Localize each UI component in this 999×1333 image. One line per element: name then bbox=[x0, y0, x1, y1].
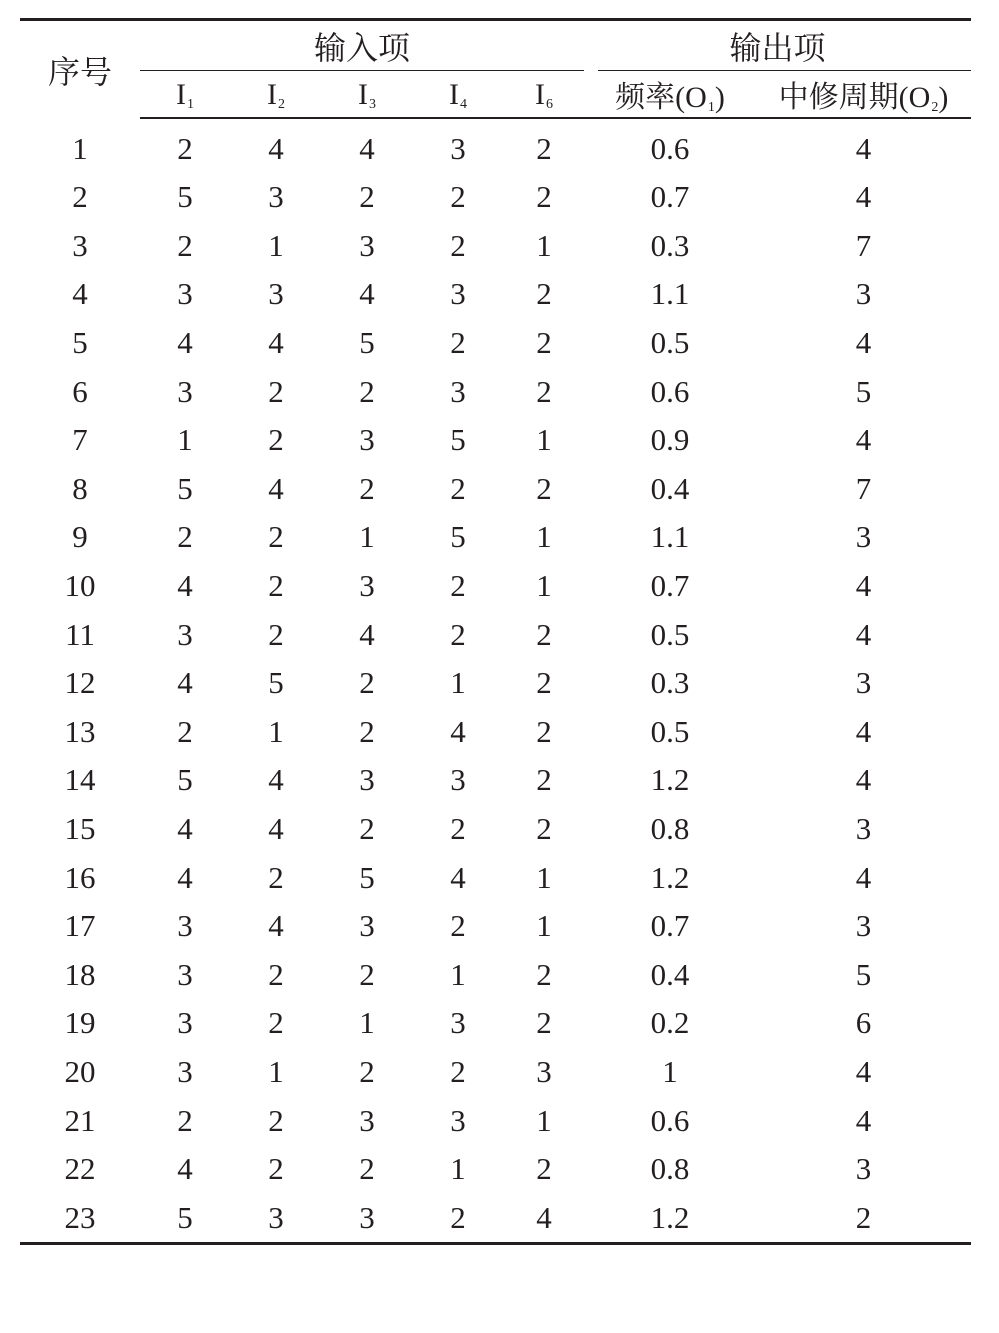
table-row bbox=[20, 319, 971, 368]
cell-o1-frequency: 0.8 bbox=[650, 1151, 690, 1187]
cell-o1-frequency: 0.5 bbox=[650, 713, 690, 749]
cell-i4: 3 bbox=[450, 1102, 466, 1138]
cell-i6: 2 bbox=[536, 325, 552, 361]
table-row bbox=[20, 756, 971, 805]
cell-i1: 5 bbox=[140, 1193, 230, 1243]
cell-i6: 2 bbox=[536, 131, 552, 166]
cell-i2: 4 bbox=[268, 325, 284, 361]
cell-o2-overhaul-cycle: 4 bbox=[855, 1053, 872, 1089]
cell-seq: 15 bbox=[64, 811, 96, 847]
cell-seq: 9 bbox=[72, 519, 88, 555]
cell-i1: 4 bbox=[177, 665, 193, 701]
header-input-subscript: 2 bbox=[278, 97, 285, 112]
cell-i3: 3 bbox=[359, 227, 375, 263]
table-row bbox=[20, 513, 971, 562]
cell-i1: 2 bbox=[177, 131, 193, 166]
table-row bbox=[20, 853, 971, 902]
cell-i6: 1 bbox=[536, 422, 552, 458]
cell-o2-overhaul-cycle: 4 bbox=[855, 713, 872, 749]
table-row bbox=[20, 999, 971, 1048]
cell-o1-frequency: 1.2 bbox=[584, 1193, 756, 1243]
cell-i6: 1 bbox=[536, 227, 552, 263]
input-group-rule bbox=[140, 70, 584, 71]
cell-i1: 2 bbox=[177, 1102, 193, 1138]
cell-i1: 4 bbox=[177, 325, 193, 361]
cell-o1-frequency: 0.5 bbox=[650, 616, 690, 652]
cell-i2: 3 bbox=[268, 179, 284, 215]
header-output-suffix: ) bbox=[714, 81, 725, 114]
cell-i1: 5 bbox=[177, 470, 193, 506]
cell-seq: 22 bbox=[64, 1151, 96, 1187]
cell-seq: 10 bbox=[64, 568, 96, 604]
cell-i6: 1 bbox=[536, 519, 552, 555]
cell-i2: 2 bbox=[268, 1102, 284, 1138]
cell-seq: 2 bbox=[72, 179, 88, 215]
cell-i3: 2 bbox=[359, 713, 375, 749]
cell-o1-frequency: 0.9 bbox=[650, 422, 690, 458]
table-row bbox=[20, 222, 971, 271]
header-output-prefix: 中修周期(O bbox=[778, 81, 931, 114]
cell-i4: 2 bbox=[450, 470, 466, 506]
table-row bbox=[20, 270, 971, 319]
cell-i2: 5 bbox=[268, 665, 284, 701]
cell-o1-frequency: 1.1 bbox=[650, 276, 690, 312]
header-output-2 bbox=[756, 71, 971, 118]
header-output-subscript: 2 bbox=[931, 100, 939, 115]
cell-i1: 5 bbox=[177, 179, 193, 215]
header-output-group bbox=[584, 20, 971, 72]
cell-i3: 4 bbox=[359, 276, 375, 312]
cell-i4: 1 bbox=[450, 956, 466, 992]
cell-seq: 16 bbox=[64, 859, 96, 895]
cell-i3: 2 bbox=[359, 811, 375, 847]
cell-i4: 2 bbox=[450, 908, 466, 944]
cell-seq: 21 bbox=[64, 1102, 96, 1138]
table-row bbox=[20, 173, 971, 222]
cell-i1: 4 bbox=[177, 859, 193, 895]
cell-seq: 8 bbox=[72, 470, 88, 506]
cell-o2-overhaul-cycle: 3 bbox=[855, 908, 872, 944]
cell-o1-frequency: 0.6 bbox=[650, 1102, 690, 1138]
table-row bbox=[20, 465, 971, 514]
cell-o2-overhaul-cycle: 4 bbox=[855, 616, 872, 652]
cell-i2: 1 bbox=[268, 1053, 284, 1089]
cell-o2-overhaul-cycle: 7 bbox=[855, 470, 872, 506]
cell-i6: 1 bbox=[536, 1102, 552, 1138]
cell-seq: 11 bbox=[65, 616, 95, 652]
cell-i1: 3 bbox=[177, 1005, 193, 1041]
table-row bbox=[20, 367, 971, 416]
cell-o2-overhaul-cycle: 4 bbox=[855, 1102, 872, 1138]
cell-o1-frequency: 1.2 bbox=[650, 859, 690, 895]
cell-i3: 2 bbox=[359, 470, 375, 506]
cell-i4: 3 bbox=[450, 373, 466, 409]
cell-o1-frequency: 0.3 bbox=[650, 227, 690, 263]
cell-seq: 12 bbox=[64, 665, 96, 701]
cell-i2: 3 bbox=[268, 276, 284, 312]
cell-o2-overhaul-cycle: 5 bbox=[855, 373, 872, 409]
cell-i1: 4 bbox=[177, 811, 193, 847]
cell-i6: 3 bbox=[536, 1053, 552, 1089]
cell-i3: 3 bbox=[359, 762, 375, 798]
header-output-subscript: 1 bbox=[707, 100, 715, 115]
header-input-symbol: I bbox=[535, 78, 545, 111]
cell-o1-frequency: 1.2 bbox=[650, 762, 690, 798]
output-group-rule bbox=[598, 70, 971, 71]
cell-i3: 2 bbox=[359, 665, 375, 701]
cell-i2: 3 bbox=[230, 1193, 322, 1243]
cell-i3: 2 bbox=[359, 179, 375, 215]
header-input-subscript: 3 bbox=[369, 97, 376, 112]
cell-i4: 5 bbox=[450, 422, 466, 458]
cell-i6: 2 bbox=[536, 811, 552, 847]
cell-i1: 3 bbox=[177, 373, 193, 409]
cell-i4: 1 bbox=[450, 665, 466, 701]
header-input-subscript: 1 bbox=[187, 97, 194, 112]
cell-o1-frequency: 0.5 bbox=[650, 325, 690, 361]
table-row bbox=[20, 1096, 971, 1145]
cell-seq: 18 bbox=[64, 956, 96, 992]
table-row bbox=[20, 1145, 971, 1194]
cell-i2: 2 bbox=[268, 956, 284, 992]
cell-seq: 13 bbox=[64, 713, 96, 749]
cell-i3: 2 bbox=[359, 956, 375, 992]
cell-i4: 3 bbox=[450, 276, 466, 312]
cell-o2-overhaul-cycle: 3 bbox=[855, 1151, 872, 1187]
cell-o2-overhaul-cycle: 3 bbox=[855, 276, 872, 312]
cell-i6: 2 bbox=[536, 665, 552, 701]
cell-i6: 2 bbox=[536, 179, 552, 215]
cell-o2-overhaul-cycle: 6 bbox=[855, 1005, 872, 1041]
table-row bbox=[20, 562, 971, 611]
cell-i1: 3 bbox=[177, 1053, 193, 1089]
header-input-symbol: I bbox=[449, 78, 459, 111]
cell-i3: 1 bbox=[359, 1005, 375, 1041]
cell-i6: 2 bbox=[536, 616, 552, 652]
cell-i2: 4 bbox=[268, 908, 284, 944]
cell-o2-overhaul-cycle: 2 bbox=[756, 1193, 971, 1243]
cell-i6: 2 bbox=[536, 762, 552, 798]
cell-i6: 2 bbox=[536, 956, 552, 992]
cell-i2: 2 bbox=[268, 373, 284, 409]
table-row bbox=[20, 416, 971, 465]
cell-i3: 5 bbox=[359, 325, 375, 361]
cell-i4: 4 bbox=[450, 713, 466, 749]
cell-i4: 3 bbox=[450, 131, 466, 166]
cell-i3: 3 bbox=[359, 422, 375, 458]
cell-i2: 1 bbox=[268, 713, 284, 749]
cell-i6: 1 bbox=[536, 568, 552, 604]
header-input-subscript: 6 bbox=[546, 97, 553, 112]
cell-seq: 3 bbox=[72, 227, 88, 263]
data-table-container bbox=[20, 18, 971, 1245]
cell-seq: 23 bbox=[20, 1193, 140, 1243]
cell-o2-overhaul-cycle: 4 bbox=[855, 568, 872, 604]
cell-seq: 19 bbox=[64, 1005, 96, 1041]
cell-o2-overhaul-cycle: 7 bbox=[855, 227, 872, 263]
cell-i2: 2 bbox=[268, 616, 284, 652]
cell-i1: 2 bbox=[177, 519, 193, 555]
cell-i6: 2 bbox=[536, 1005, 552, 1041]
cell-i1: 3 bbox=[177, 956, 193, 992]
cell-o2-overhaul-cycle: 3 bbox=[855, 665, 872, 701]
cell-seq: 6 bbox=[72, 373, 88, 409]
cell-i4: 2 bbox=[450, 179, 466, 215]
header-input-symbol: I bbox=[358, 78, 368, 111]
cell-i3: 4 bbox=[359, 131, 375, 166]
table-row bbox=[20, 708, 971, 757]
header-input-1 bbox=[140, 71, 230, 118]
cell-i4: 2 bbox=[450, 616, 466, 652]
cell-i2: 4 bbox=[268, 470, 284, 506]
cell-i1: 3 bbox=[177, 276, 193, 312]
header-input-3 bbox=[322, 71, 412, 118]
cell-o1-frequency: 0.6 bbox=[650, 131, 690, 166]
cell-i2: 2 bbox=[268, 568, 284, 604]
cell-seq: 17 bbox=[64, 908, 96, 944]
cell-o2-overhaul-cycle: 3 bbox=[855, 519, 872, 555]
cell-o1-frequency: 0.3 bbox=[650, 665, 690, 701]
cell-i3: 3 bbox=[359, 1102, 375, 1138]
cell-o1-frequency: 1 bbox=[662, 1053, 678, 1089]
cell-i2: 2 bbox=[268, 422, 284, 458]
table-row bbox=[20, 805, 971, 854]
cell-i6: 1 bbox=[536, 859, 552, 895]
cell-o1-frequency: 0.4 bbox=[650, 470, 690, 506]
cell-i6: 2 bbox=[536, 470, 552, 506]
cell-i4: 2 bbox=[450, 811, 466, 847]
header-output-1 bbox=[584, 71, 756, 118]
cell-i4: 2 bbox=[450, 568, 466, 604]
cell-i1: 2 bbox=[177, 713, 193, 749]
cell-o1-frequency: 0.4 bbox=[650, 956, 690, 992]
cell-i1: 5 bbox=[177, 762, 193, 798]
cell-i3: 2 bbox=[359, 373, 375, 409]
cell-o1-frequency: 0.6 bbox=[650, 373, 690, 409]
cell-i1: 4 bbox=[177, 568, 193, 604]
cell-i6: 4 bbox=[504, 1193, 584, 1243]
header-output-prefix: 频率(O bbox=[615, 81, 707, 114]
cell-o1-frequency: 0.8 bbox=[650, 811, 690, 847]
header-input-group bbox=[140, 20, 584, 72]
cell-o1-frequency: 0.7 bbox=[650, 568, 690, 604]
cell-seq: 7 bbox=[72, 422, 88, 458]
cell-i2: 1 bbox=[268, 227, 284, 263]
cell-i2: 2 bbox=[268, 859, 284, 895]
cell-i6: 1 bbox=[536, 908, 552, 944]
cell-i1: 3 bbox=[177, 616, 193, 652]
cell-i1: 4 bbox=[177, 1151, 193, 1187]
cell-i3: 3 bbox=[359, 908, 375, 944]
cell-o1-frequency: 0.7 bbox=[650, 908, 690, 944]
data-table bbox=[20, 18, 971, 1245]
cell-i2: 2 bbox=[268, 519, 284, 555]
sub-header-row bbox=[20, 71, 971, 118]
cell-i4: 4 bbox=[450, 859, 466, 895]
cell-i2: 4 bbox=[268, 811, 284, 847]
cell-i4: 3 bbox=[450, 1005, 466, 1041]
cell-i4: 2 bbox=[412, 1193, 504, 1243]
cell-i2: 4 bbox=[268, 762, 284, 798]
cell-i4: 3 bbox=[450, 762, 466, 798]
cell-i4: 2 bbox=[450, 1053, 466, 1089]
cell-i3: 1 bbox=[359, 519, 375, 555]
cell-i1: 2 bbox=[177, 227, 193, 263]
cell-i3: 2 bbox=[359, 1151, 375, 1187]
header-input-5 bbox=[504, 71, 584, 118]
cell-i1: 3 bbox=[177, 908, 193, 944]
cell-o1-frequency: 0.2 bbox=[650, 1005, 690, 1041]
cell-i6: 2 bbox=[536, 276, 552, 312]
cell-seq: 14 bbox=[64, 762, 96, 798]
cell-i4: 2 bbox=[450, 325, 466, 361]
header-output-suffix: ) bbox=[938, 81, 949, 114]
cell-i3: 4 bbox=[359, 616, 375, 652]
cell-i6: 2 bbox=[536, 713, 552, 749]
table-body bbox=[20, 118, 971, 1244]
cell-o2-overhaul-cycle: 5 bbox=[855, 956, 872, 992]
table-row bbox=[20, 902, 971, 951]
table-header bbox=[20, 20, 971, 119]
cell-seq: 1 bbox=[72, 130, 88, 166]
table-row bbox=[20, 951, 971, 1000]
cell-i4: 1 bbox=[450, 1151, 466, 1187]
cell-o2-overhaul-cycle: 4 bbox=[855, 859, 872, 895]
cell-i2: 4 bbox=[268, 131, 284, 166]
cell-i4: 5 bbox=[450, 519, 466, 555]
cell-o2-overhaul-cycle: 4 bbox=[855, 325, 872, 361]
cell-i3: 3 bbox=[359, 568, 375, 604]
cell-o2-overhaul-cycle: 4 bbox=[855, 131, 872, 166]
cell-i2: 2 bbox=[268, 1151, 284, 1187]
cell-seq: 5 bbox=[72, 325, 88, 361]
table-row bbox=[20, 1048, 971, 1097]
cell-i6: 2 bbox=[536, 1151, 552, 1187]
cell-i3: 2 bbox=[359, 1053, 375, 1089]
cell-o1-frequency: 0.7 bbox=[650, 179, 690, 215]
cell-i3: 5 bbox=[359, 859, 375, 895]
table-row bbox=[20, 659, 971, 708]
header-input-symbol: I bbox=[267, 78, 277, 111]
header-output-group-label: 输出项 bbox=[729, 30, 826, 66]
header-input-group-label: 输入项 bbox=[313, 30, 410, 66]
cell-i4: 2 bbox=[450, 227, 466, 263]
cell-o2-overhaul-cycle: 3 bbox=[855, 811, 872, 847]
cell-o2-overhaul-cycle: 4 bbox=[855, 179, 872, 215]
header-seq: 序号 bbox=[20, 20, 140, 119]
cell-i6: 2 bbox=[536, 373, 552, 409]
table-row bbox=[20, 118, 971, 173]
cell-seq: 4 bbox=[72, 276, 88, 312]
cell-o1-frequency: 1.1 bbox=[650, 519, 690, 555]
header-input-subscript: 4 bbox=[460, 97, 467, 112]
cell-i3: 3 bbox=[322, 1193, 412, 1243]
header-input-4 bbox=[412, 71, 504, 118]
header-input-2 bbox=[230, 71, 322, 118]
cell-i2: 2 bbox=[268, 1005, 284, 1041]
table-row bbox=[20, 610, 971, 659]
cell-o2-overhaul-cycle: 4 bbox=[855, 762, 872, 798]
cell-seq: 20 bbox=[64, 1053, 96, 1089]
cell-o2-overhaul-cycle: 4 bbox=[855, 422, 872, 458]
header-input-symbol: I bbox=[176, 78, 186, 111]
cell-i1: 1 bbox=[177, 422, 193, 458]
table-row bbox=[20, 1193, 971, 1243]
